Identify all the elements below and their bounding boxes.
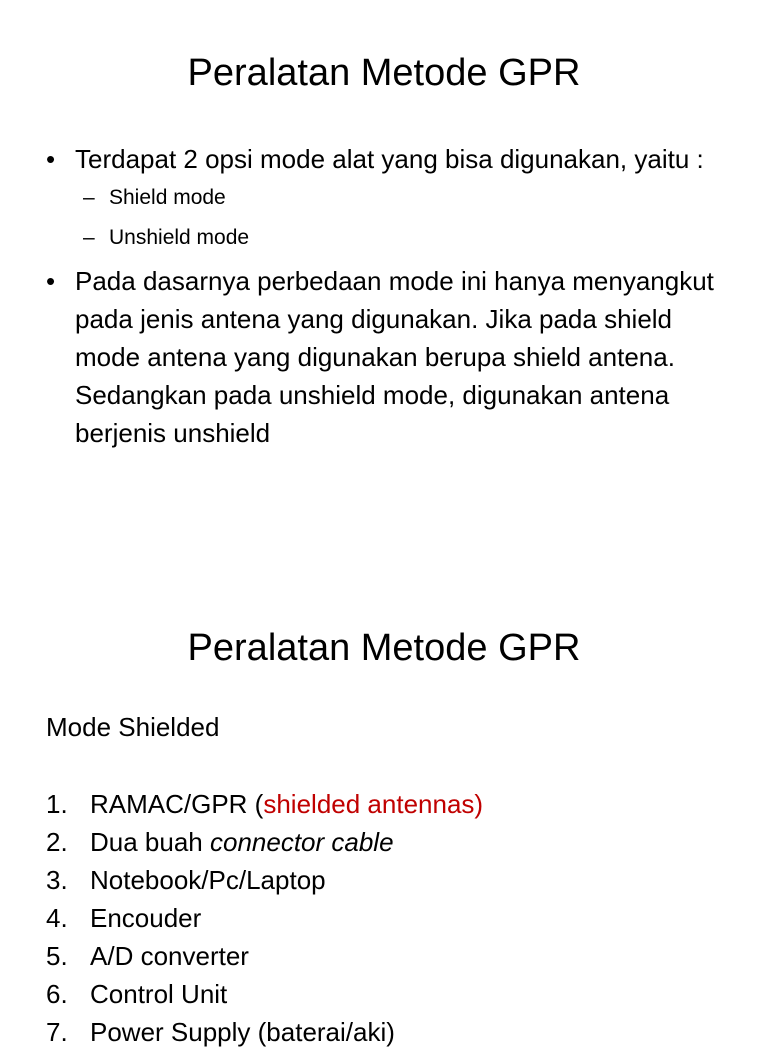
- item-text: Notebook/Pc/Laptop: [90, 865, 326, 895]
- bullet-text: Pada dasarnya perbedaan mode ini hanya menyangkut pada jenis antena yang digunakan. Jika pada shield mode antena yang digunakan berupa shield antena. Sedangkan pada unshield mode, digunakan antena berjenis unshield: [75, 266, 714, 448]
- sub-list: [75, 178, 726, 258]
- list-item: [46, 785, 746, 823]
- slide-2: [0, 576, 768, 1047]
- list-item: [46, 1013, 746, 1051]
- dash-icon: –: [83, 226, 95, 249]
- item-text: Control Unit: [90, 979, 228, 1009]
- item-number: 5.: [46, 941, 68, 971]
- list-item: [46, 861, 746, 899]
- bullet-item: [46, 262, 726, 452]
- item-italic: connector cable: [209, 827, 394, 857]
- sub-item: [83, 218, 726, 258]
- item-highlight: shielded antennas): [263, 789, 484, 819]
- list-item: [46, 937, 746, 975]
- item-text: Dua buah: [90, 827, 210, 857]
- item-text: RAMAC/GPR (: [90, 789, 264, 819]
- sub-item: [83, 178, 726, 218]
- sub-item-text: Unshield mode: [109, 226, 250, 249]
- list-item: [46, 975, 746, 1013]
- item-number: 4.: [46, 903, 68, 933]
- bullet-icon: •: [46, 266, 56, 296]
- item-number: 6.: [46, 979, 68, 1009]
- item-number: 2.: [46, 827, 68, 857]
- slide-title: Peralatan Metode GPR: [187, 52, 581, 94]
- list-item: [46, 823, 746, 861]
- bullet-text: Terdapat 2 opsi mode alat yang bisa digunakan, yaitu :: [75, 144, 704, 174]
- item-number: 3.: [46, 865, 68, 895]
- item-text: Power Supply (baterai/aki): [90, 1017, 395, 1047]
- bullet-item: [46, 140, 726, 258]
- bullet-icon: •: [46, 144, 56, 174]
- item-number: 7.: [46, 1017, 68, 1047]
- slide-title: Peralatan Metode GPR: [187, 627, 581, 669]
- item-text: A/D converter: [90, 941, 249, 971]
- equipment-list: [46, 785, 746, 1051]
- list-item: [46, 899, 746, 937]
- item-number: 1.: [46, 789, 68, 819]
- sub-item-text: Shield mode: [109, 186, 226, 209]
- item-text: Encouder: [90, 903, 202, 933]
- mode-heading: Mode Shielded: [46, 712, 220, 742]
- bullet-list: [46, 140, 726, 452]
- dash-icon: –: [83, 186, 95, 209]
